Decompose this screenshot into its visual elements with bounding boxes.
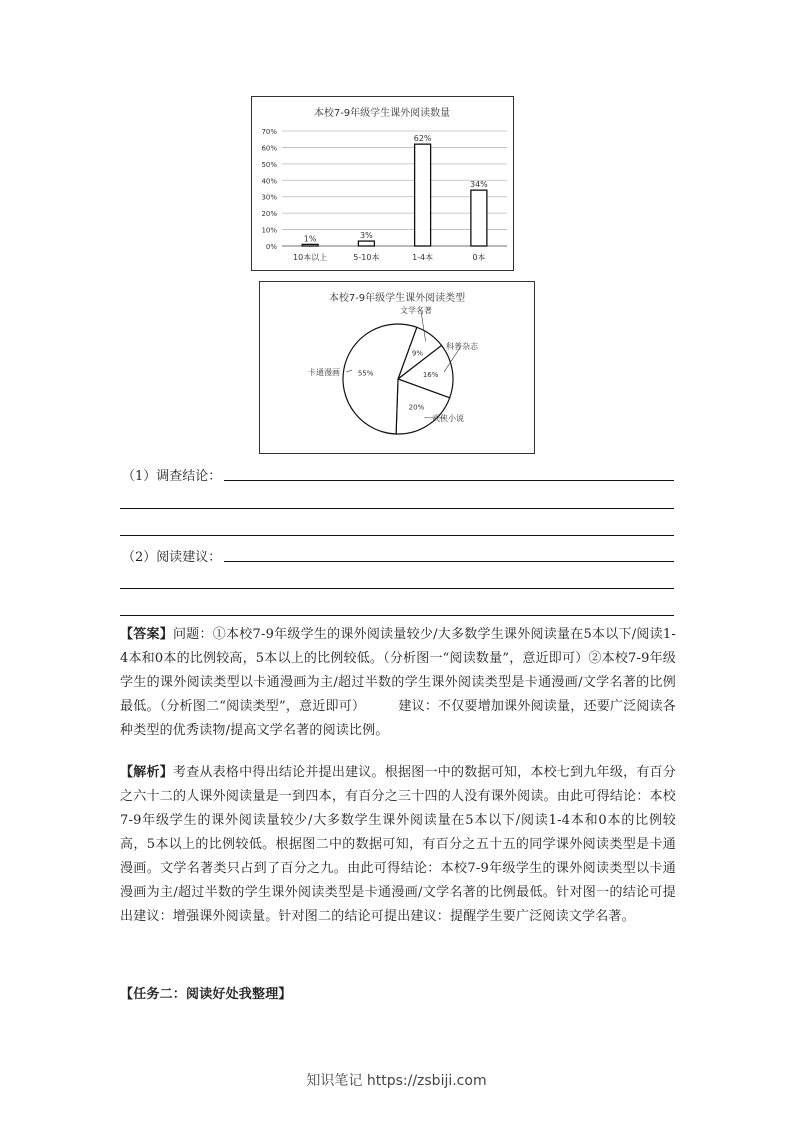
answer-line-1a[interactable] bbox=[224, 480, 674, 481]
question-1 bbox=[120, 462, 674, 488]
bar-y-tick-label: 60% bbox=[261, 144, 277, 153]
bar-x-tick-label: 10本以上 bbox=[293, 253, 328, 262]
answer-text: 问题：①本校7-9年级学生的课外阅读量较少/大多数学生课外阅读量在5本以下/阅读1-4本和0本的比例较高，5本以上的比例较低。（分析图一“阅读数量”，意近即可）②本校7-9年级学生的课外阅读类型以卡通漫画为主/超过半数的学生课外阅读类型是卡通漫画/文学名著的比例最低。（分析图二“阅读类型”，意近即可） 建议：不仅要增加课外阅读量，还要广泛阅读各种类型的优秀读物/提高文学名著的阅读比例。 bbox=[120, 627, 676, 738]
answer-line-1c[interactable] bbox=[120, 535, 674, 536]
bar-y-tick-label: 20% bbox=[261, 210, 277, 219]
task-2-heading bbox=[120, 983, 676, 1007]
pie-value-label: 55% bbox=[357, 369, 374, 378]
bar-3 bbox=[471, 190, 487, 246]
analysis-paragraph bbox=[120, 761, 676, 929]
pie-chart-title: 本校7-9年级学生课外阅读类型 bbox=[328, 293, 466, 304]
bar-x-tick-label: 0本 bbox=[472, 253, 486, 262]
bar-value-label: 1% bbox=[303, 234, 317, 244]
answer-line-1b[interactable] bbox=[120, 508, 674, 509]
site-footer: 知识笔记 https://zsbiji.com bbox=[306, 1073, 487, 1089]
analysis-text: 考查从表格中得出结论并提出建议。根据图一中的数据可知，本校七到九年级，有百分之六十二的人课外阅读量是一到四本，有百分之三十四的人没有课外阅读。由此可得结论：本校7-9年级学生的课外阅读量较少/大多数学生课外阅读量在5本以下/阅读1-4本和0本的比例较高，5本以上的比例较低。根据图二中的数据可知，有百分之五十五的同学课外阅读类型是卡通漫画。文学名著类只占到了百分之九。由此可得结论：本校7-9年级学生的课外阅读类型以卡通漫画为主/超过半数的学生课外阅读类型是卡通漫画/文学名著的比例最低。针对图一的结论可提出建议：增强课外阅读量。针对图二的结论可提出建议：提醒学生要广泛阅读文学名著。 bbox=[120, 765, 676, 924]
answer-paragraph bbox=[120, 623, 676, 743]
question-2-label: （2）阅读建议： bbox=[122, 550, 222, 565]
answer-line-2c[interactable] bbox=[120, 615, 674, 616]
bar-y-tick-label: 0% bbox=[265, 243, 277, 251]
pie-callout-label: 文学名著 bbox=[400, 306, 432, 315]
bar-1 bbox=[358, 241, 374, 246]
pie-callout-label: 科普杂志 bbox=[446, 342, 478, 351]
reading-quantity-chart bbox=[251, 96, 514, 271]
bar-x-tick-label: 1-4本 bbox=[412, 253, 434, 262]
analysis-tag: 【解析】 bbox=[120, 765, 173, 780]
bar-x-tick-label: 5-10本 bbox=[353, 253, 380, 262]
pie-value-label: 20% bbox=[408, 403, 425, 412]
answer-line-2b[interactable] bbox=[120, 588, 674, 589]
bar-chart-bars bbox=[302, 144, 487, 246]
question-1-label: （1）调查结论： bbox=[122, 469, 222, 484]
bar-value-label: 3% bbox=[360, 231, 373, 241]
question-2 bbox=[120, 543, 674, 569]
answer-tag: 【答案】 bbox=[120, 627, 174, 642]
bar-value-label: 34% bbox=[469, 180, 488, 190]
pie-value-label: 16% bbox=[422, 370, 439, 379]
pie-chart-svg bbox=[260, 282, 534, 453]
bar-chart-title: 本校7-9年级学生课外阅读数量 bbox=[313, 108, 451, 119]
pie-callout-label: 武侠小说 bbox=[432, 414, 464, 423]
pie-callout-label: 卡通漫画 bbox=[308, 368, 340, 377]
answer-line-2a[interactable] bbox=[224, 561, 674, 562]
bar-y-tick-label: 30% bbox=[261, 193, 277, 202]
bar-y-tick-label: 70% bbox=[261, 128, 277, 136]
bar-value-label: 62% bbox=[413, 134, 432, 144]
bar-chart-x-ticks bbox=[293, 252, 485, 262]
bar-chart-value-labels bbox=[304, 134, 488, 243]
bar-2 bbox=[415, 144, 431, 246]
reading-type-chart bbox=[259, 281, 535, 454]
bar-chart-y-ticks bbox=[261, 128, 277, 251]
bar-y-tick-label: 10% bbox=[261, 226, 277, 235]
bar-y-tick-label: 50% bbox=[261, 160, 277, 169]
bar-chart-svg bbox=[252, 97, 513, 270]
bar-y-tick-label: 40% bbox=[261, 177, 277, 186]
pie-value-label: 9% bbox=[411, 349, 424, 358]
task-2-heading-text: 【任务二：阅读好处我整理】 bbox=[120, 987, 292, 1002]
bar-0 bbox=[302, 244, 318, 246]
